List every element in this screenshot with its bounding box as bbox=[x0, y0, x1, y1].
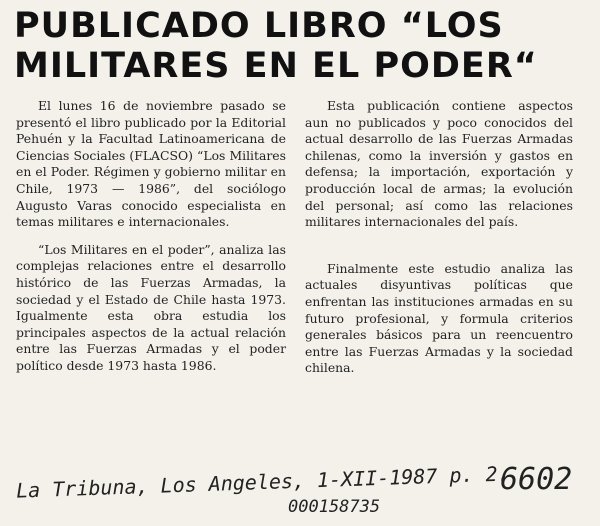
paragraph-presentation: El lunes 16 de noviembre pasado se presentó el libro publicado por la Editorial Pehuén y la Facultad Latinoamericana de Ciencias Sociales (FLACSO) “Los Militares en el Poder. Régimen y gobierno militar en Chile, 1973 — 1986”, del sociólogo Augusto Varas conocido especialista en temas militares e internacionales. bbox=[16, 98, 286, 230]
paragraph-contents: Esta publicación contiene aspectos aun no publicados y poco conocidos del actual desarrollo de las Fuerzas Armadas chilenas, como la inversión y gastos en defensa; la importación, exportación y producción local de armas; la evolución del personal; así como las relaciones militares internacionales del país. bbox=[305, 98, 573, 230]
handwritten-catalog-number: 6602 bbox=[500, 462, 573, 497]
paragraph-analysis: “Los Militares en el poder”, analiza las complejas relaciones entre el desarrollo histórico de las Fuerzas Armadas, la sociedad y el Estado de Chile hasta 1973. Igualmente esta obra estudia los principales aspectos de la actual relación entre las Fuerzas Armadas y el poder político desde 1973 hasta 1986. bbox=[16, 241, 286, 373]
handwritten-archive-code: 000158735 bbox=[288, 497, 381, 517]
article-left-column bbox=[16, 98, 286, 375]
headline bbox=[14, 6, 594, 86]
article-right-column bbox=[305, 98, 573, 377]
headline-line-2: MILITARES EN EL PODER“ bbox=[14, 46, 538, 86]
handwritten-source-note: La Tribuna, Los Angeles, 1-XII-1987 p. 2. bbox=[15, 461, 510, 503]
paragraph-conclusion: Finalmente este estudio analiza las actuales disyuntivas políticas que enfrentan las instituciones armadas en su futuro profesional, y formula criterios generales básicos para un reencuentro entre las Fuerzas Armadas y la sociedad chilena. bbox=[305, 260, 573, 376]
headline-line-1: PUBLICADO LIBRO “LOS bbox=[14, 6, 504, 46]
